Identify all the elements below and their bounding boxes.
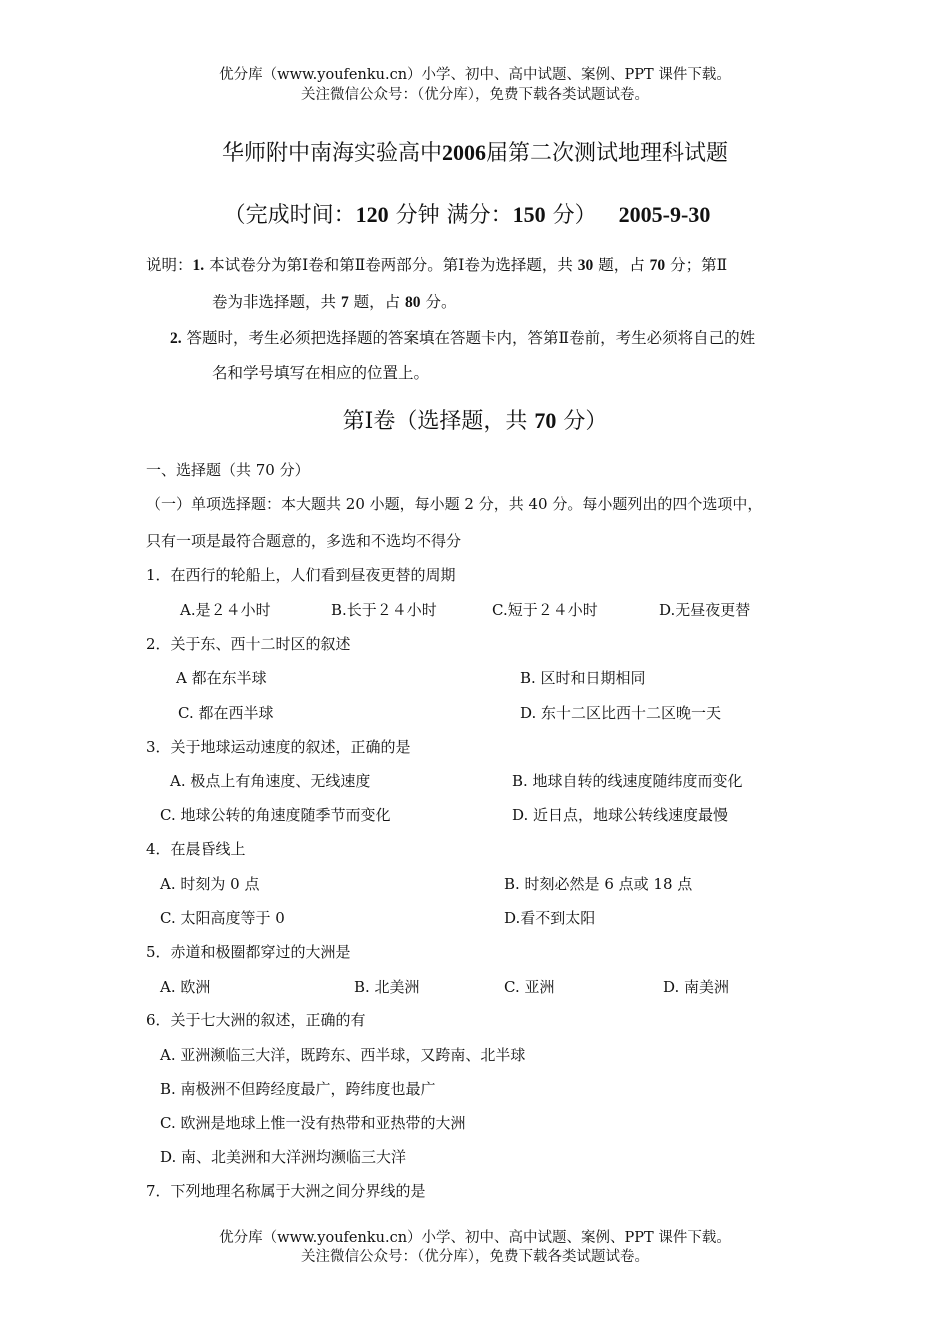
question-3-option-d: D. 近日点，地球公转线速度最慢 — [512, 806, 729, 824]
note-1-number: 1. — [192, 257, 205, 274]
footer-line-2: 关注微信公众号：（优分库），免费下载各类试题试卷。 — [301, 1249, 649, 1265]
note-1-line2-score: 80 — [405, 294, 421, 311]
note-1-line-2 — [212, 290, 456, 312]
note-1-text-c: 分；第Ⅱ — [665, 256, 728, 274]
question-5-option-b: B. 北美洲 — [354, 978, 420, 996]
question-5-option-a: A. 欧洲 — [160, 978, 211, 996]
note-2 — [170, 326, 755, 348]
question-4-option-b: B. 时刻必然是 6 点或 18 点 — [504, 875, 693, 893]
title-suffix: 届第二次测试地理科试题 — [486, 141, 729, 166]
question-4-option-d: D.看不到太阳 — [504, 909, 596, 927]
question-5-option-c: C. 亚洲 — [504, 978, 555, 996]
header-line-1: 优分库（www.youfenku.cn）小学、初中、高中试题、案例、PPT 课件下载。 — [219, 67, 731, 83]
note-1-line2-c: 分。 — [420, 293, 457, 311]
title-year: 2006 — [442, 140, 486, 165]
question-2-stem: 2．关于东、西十二时区的叙述 — [146, 635, 351, 653]
question-3-option-c: C. 地球公转的角速度随季节而变化 — [160, 806, 391, 824]
note-2-number: 2. — [170, 330, 182, 347]
part-heading: 一、选择题（共 70 分） — [146, 461, 310, 479]
question-6-option-d: D. 南、北美洲和大洋洲均濒临三大洋 — [160, 1148, 407, 1166]
question-3-option-a: A. 极点上有角速度、无线速度 — [170, 772, 371, 790]
question-2-option-a: A 都在东半球 — [176, 669, 267, 687]
section-title-a: 第Ⅰ卷（选择题，共 — [342, 409, 535, 434]
note-1 — [146, 253, 727, 275]
note-label: 说明： — [146, 256, 193, 274]
question-6-option-b: B. 南极洲不但跨经度最广，跨纬度也最广 — [160, 1080, 436, 1098]
title-prefix: 华师附中南海实验高中 — [221, 141, 442, 166]
note-2-line-2: 名和学号填写在相应的位置上。 — [212, 364, 430, 382]
question-1-option-a: A.是２４小时 — [180, 601, 271, 619]
question-5-stem: 5．赤道和极圈都穿过的大洲是 — [146, 943, 351, 961]
note-1-count: 30 — [577, 257, 594, 274]
question-3-stem: 3．关于地球运动速度的叙述，正确的是 — [146, 738, 411, 756]
question-1-stem: 1．在西行的轮船上，人们看到昼夜更替的周期 — [146, 566, 456, 584]
question-1-option-d: D.无昼夜更替 — [659, 601, 751, 619]
exam-date: 2005-9-30 — [618, 202, 711, 227]
note-1-line2-count: 7 — [340, 294, 349, 311]
note-1-text-b: 题，占 — [593, 256, 650, 274]
question-4-stem: 4．在晨昏线上 — [146, 840, 246, 858]
question-4-option-a: A. 时刻为 0 点 — [160, 875, 260, 893]
question-1-option-b: B.长于２４小时 — [331, 601, 437, 619]
note-2-text: 答题时，考生必须把选择题的答案填在答题卡内，答第Ⅱ卷前，考生必须将自己的姓 — [181, 329, 756, 347]
note-1-score: 70 — [649, 257, 666, 274]
note-1-line2-a: 卷为非选择题，共 — [212, 293, 341, 311]
part-instructions-line-2: 只有一项是最符合题意的，多选和不选均不得分 — [146, 532, 462, 550]
question-2-option-d: D. 东十二区比西十二区晚一天 — [520, 704, 722, 722]
question-7-stem: 7．下列地理名称属于大洲之间分界线的是 — [146, 1182, 426, 1200]
exam-info-label: （完成时间： — [223, 203, 356, 228]
question-6-option-c: C. 欧洲是地球上惟一没有热带和亚热带的大洲 — [160, 1114, 466, 1132]
header-line-2: 关注微信公众号：（优分库），免费下载各类试题试卷。 — [301, 87, 649, 103]
page-title — [0, 136, 950, 167]
question-1-option-c: C.短于２４小时 — [492, 601, 598, 619]
exam-info-end: 分） — [545, 203, 597, 228]
question-4-option-c: C. 太阳高度等于 0 — [160, 909, 285, 927]
footer-line-1: 优分库（www.youfenku.cn）小学、初中、高中试题、案例、PPT 课件下载。 — [219, 1230, 731, 1246]
question-6-stem: 6．关于七大洲的叙述，正确的有 — [146, 1011, 366, 1029]
exam-minutes: 120 — [355, 202, 389, 227]
question-2-option-c: C. 都在西半球 — [178, 704, 274, 722]
section-title — [0, 404, 950, 435]
exam-info — [0, 198, 942, 229]
section-title-score: 70 — [534, 408, 557, 433]
part-instructions-line-1: （一）单项选择题：本大题共 20 小题，每小题 2 分，共 40 分。每小题列出的四个选项中， — [146, 495, 763, 513]
question-2-option-b: B. 区时和日期相同 — [520, 669, 646, 687]
section-title-b: 分） — [556, 409, 608, 434]
question-3-option-b: B. 地球自转的线速度随纬度而变化 — [512, 772, 743, 790]
note-1-text-a: 本试卷分为第Ⅰ卷和第Ⅱ卷两部分。第Ⅰ卷为选择题，共 — [204, 256, 578, 274]
question-6-option-a: A. 亚洲濒临三大洋，既跨东、西半球，又跨南、北半球 — [160, 1046, 526, 1064]
note-1-line2-b: 题，占 — [348, 293, 406, 311]
exam-score: 150 — [512, 202, 546, 227]
exam-info-mid: 分钟 满分： — [388, 203, 513, 228]
question-5-option-d: D. 南美洲 — [663, 978, 730, 996]
